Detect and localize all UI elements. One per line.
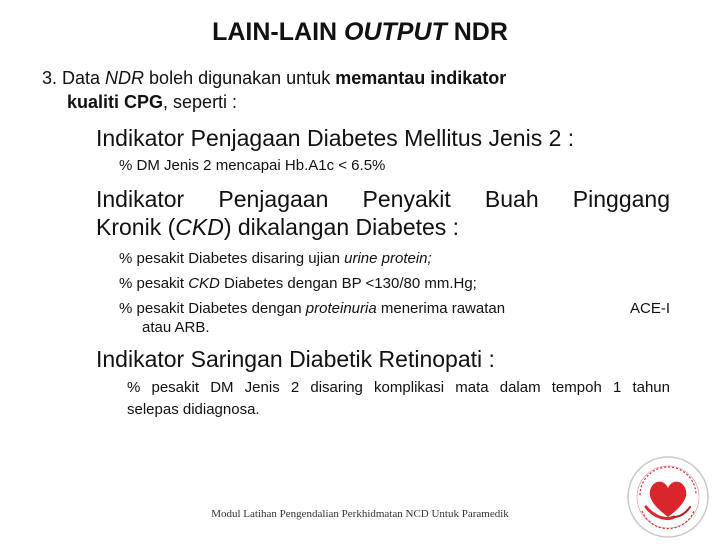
point-3-text-2: NDR bbox=[105, 68, 145, 88]
indicator-3-item-line-2: selepas didiagnosa. bbox=[127, 401, 260, 418]
indicator-2-item-3 bbox=[119, 298, 670, 339]
indicator-2-item-2-text-a: % pesakit bbox=[119, 275, 189, 292]
indicator-2-item-1-text-a: % pesakit Diabetes disaring ujian bbox=[119, 250, 345, 267]
point-3-text-3: boleh digunakan untuk bbox=[144, 68, 336, 88]
indicator-2-item-2-text-c: Diabetes dengan BP <130/80 mm.Hg; bbox=[219, 275, 477, 292]
indicator-2-item-3-text-a: % pesakit Diabetes dengan bbox=[119, 300, 306, 317]
indicator-3-item-line-1: % pesakit DM Jenis 2 disaring komplikasi mata dalam tempoh 1 tahun bbox=[127, 379, 670, 396]
logo-graphic bbox=[626, 455, 710, 539]
indicator-2-heading-text-c: ) dikalangan Diabetes : bbox=[223, 214, 460, 240]
indicator-2-heading-line-2 bbox=[96, 213, 670, 241]
indicator-1-item: % DM Jenis 2 mencapai Hb.A1c < 6.5% bbox=[119, 157, 386, 174]
point-3-text-1: Data bbox=[57, 68, 106, 88]
indicator-1-heading: Indikator Penjagaan Diabetes Mellitus Jenis 2 : bbox=[96, 125, 575, 151]
indicator-2-item-1 bbox=[119, 248, 432, 270]
point-3-line-2 bbox=[42, 90, 506, 114]
indicator-2-heading-text-b: CKD bbox=[175, 214, 224, 240]
title-text-1: LAIN-LAIN bbox=[212, 18, 345, 46]
indicator-2-item-2 bbox=[119, 273, 477, 295]
indicator-2-heading bbox=[96, 185, 670, 241]
indicator-2-heading-text-a: Kronik ( bbox=[96, 214, 176, 240]
indicator-2-heading-line-1: Indikator Penjagaan Penyakit Buah Pinggang bbox=[96, 186, 670, 212]
point-3-text-4: memantau indikator bbox=[335, 68, 507, 88]
page-title bbox=[0, 18, 720, 47]
heart-hands-logo-icon bbox=[626, 455, 710, 539]
indicator-2-item-3-text-b: proteinuria bbox=[305, 300, 377, 317]
footer-text: Modul Latihan Pengendalian Perkhidmatan NCD Untuk Paramedik bbox=[211, 508, 509, 520]
point-number: 3. bbox=[42, 68, 58, 88]
point-3-line-1 bbox=[42, 66, 506, 90]
title-text-2: OUTPUT bbox=[344, 18, 447, 46]
indicator-2-item-3-line-2: atau ARB. bbox=[142, 319, 210, 336]
point-3-text-6: , seperti : bbox=[163, 92, 238, 112]
indicator-2-item-1-text-b: urine protein; bbox=[344, 250, 432, 267]
title-text-3: NDR bbox=[446, 18, 508, 46]
indicator-3-heading: Indikator Saringan Diabetik Retinopati : bbox=[96, 346, 495, 372]
indicator-2-item-2-text-b: CKD bbox=[188, 275, 220, 292]
indicator-2-item-3-text-c: menerima rawatan bbox=[376, 300, 506, 317]
indicator-2-item-3-text-d: ACE-I bbox=[629, 300, 670, 317]
indicator-3-item bbox=[127, 377, 670, 421]
point-3-paragraph bbox=[42, 66, 506, 114]
point-3-text-5: kualiti CPG bbox=[67, 92, 164, 112]
